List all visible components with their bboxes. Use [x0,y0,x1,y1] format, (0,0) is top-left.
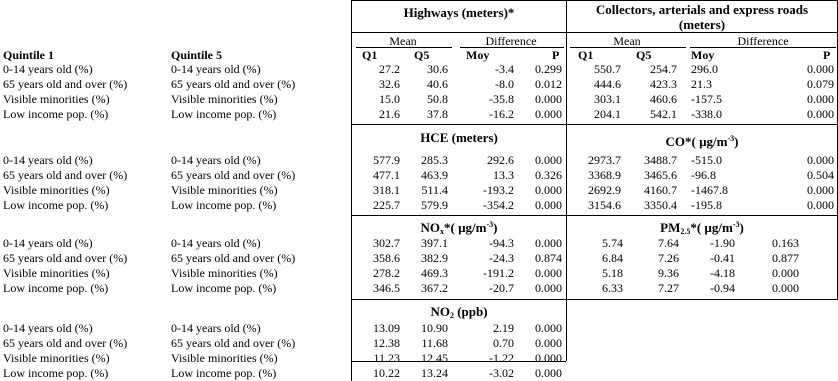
highways-p-cell: 0.000 [535,107,562,121]
row-label-q1: Low income pop. (%) [3,366,109,380]
collectors-q1-cell: 204.1 [594,107,621,121]
no2-p-cell: 0.000 [535,351,562,365]
hce-moy-cell: 13.3 [493,168,514,182]
co-p-cell: 0.000 [807,183,834,197]
pm25-q5-cell: 7.26 [658,251,679,265]
co-q5-cell: 3488.7 [644,153,677,167]
no2-q1-cell: 13.09 [373,321,400,335]
co-title-main: CO*( µg/m [665,134,728,149]
pm25-title-sup: -3 [732,220,740,229]
nox-moy-cell: -20.7 [489,281,514,295]
no2-q1-cell: 11.23 [373,351,400,365]
hce-p-cell: 0.000 [535,183,562,197]
hce-moy-cell: 292.6 [487,153,514,167]
nox-q5-cell: 367.2 [421,281,448,295]
nox-title-mid: *( µg/m [443,220,487,235]
collectors-title-line1: Collectors, arterials and express roads [595,2,809,17]
collectors-q5-cell: 460.6 [650,92,677,106]
highways-title: Highways (meters)* [403,5,515,20]
highways-moy-header: Moy [466,48,490,62]
no2-title [352,305,566,319]
nox-q1-cell: 302.7 [373,236,400,250]
quintile5-header: Quintile 5 [171,48,223,62]
no2-q5-cell: 11.68 [421,336,448,350]
co-moy-cell: -515.0 [691,153,722,167]
row-label-q5: 0-14 years old (%) [171,153,261,167]
nox-title-sub: x [439,227,444,236]
nox-q5-cell: 469.3 [421,266,448,280]
highways-mean-label: Mean [389,34,417,48]
quintile1-header: Quintile 1 [3,48,55,62]
pm25-p-cell: 0.000 [772,266,799,280]
collectors-q5-cell: 254.7 [650,62,677,76]
no2-q5-cell: 12.45 [421,351,448,365]
co-q1-cell: 3368.9 [588,168,621,182]
row-label-q5: 65 years old and over (%) [171,251,296,265]
hce-q1-cell: 577.9 [373,153,400,167]
row-label-q1: 0-14 years old (%) [3,321,93,335]
collectors-q1-header: Q1 [578,48,594,62]
collectors-moy-cell: -157.5 [691,92,722,106]
pm25-q5-cell: 9.36 [658,266,679,280]
collectors-moy-cell: 21.3 [691,77,712,91]
pm25-p-cell: 0.163 [772,236,799,250]
top-rule [351,0,838,1]
co-moy-cell: -1467.8 [691,183,728,197]
co-title [567,135,837,149]
collectors-q1-cell: 303.1 [594,92,621,106]
collectors-p-cell: 0.000 [807,92,834,106]
rule-before-nox [351,215,838,216]
no2-q1-cell: 10.22 [373,366,400,380]
hce-p-cell: 0.000 [535,153,562,167]
highways-p-cell: 0.012 [535,77,562,91]
hce-q5-cell: 285.3 [421,153,448,167]
nox-title [352,221,566,235]
collectors-q5-cell: 542.1 [650,107,677,121]
row-label-q1: 65 years old and over (%) [3,77,128,91]
nox-p-cell: 0.000 [535,281,562,295]
highways-moy-cell: -8.0 [495,77,514,91]
collectors-p-cell: 0.079 [807,77,834,91]
highways-p-cell: 0.299 [535,62,562,76]
highways-moy-cell: -35.8 [489,92,514,106]
row-label-q5: Low income pop. (%) [171,107,277,121]
pm25-title-sub: 2.5 [680,227,691,236]
pm25-p-cell: 0.000 [772,281,799,295]
no2-p-cell: 0.000 [535,336,562,350]
highways-moy-cell: -3.4 [495,62,514,76]
no2-q1-cell: 12.38 [373,336,400,350]
hce-q1-cell: 477.1 [373,168,400,182]
highways-q1-cell: 21.6 [379,107,400,121]
no2-moy-cell: 0.70 [493,336,514,350]
row-label-q5: Visible minorities (%) [171,92,278,106]
nox-p-cell: 0.874 [535,251,562,265]
no2-title-end: (ppb) [453,304,488,319]
rule-before-hce [351,124,838,125]
row-label-q1: 0-14 years old (%) [3,62,93,76]
co-q5-cell: 3350.4 [644,198,677,212]
pm25-moy-cell: -4.18 [710,266,735,280]
row-label-q1: Visible minorities (%) [3,92,110,106]
hce-q5-cell: 579.9 [421,198,448,212]
highways-moy-cell: -16.2 [489,107,514,121]
row-label-q1: Visible minorities (%) [3,266,110,280]
row-label-q1: Low income pop. (%) [3,281,109,295]
pm25-title-main: PM [660,220,681,235]
collectors-moy-header: Moy [691,48,715,62]
collectors-moy-cell: 296.0 [691,62,718,76]
collectors-q1-cell: 550.7 [594,62,621,76]
row-label-q5: Visible minorities (%) [171,351,278,365]
highways-q5-cell: 30.6 [427,62,448,76]
collectors-title-line2: (meters) [678,17,726,32]
no2-q5-cell: 10.90 [421,321,448,335]
collectors-p-cell: 0.000 [807,107,834,121]
no2-title-main: NO [430,304,450,319]
row-label-q1: 0-14 years old (%) [3,153,93,167]
no2-p-cell: 0.000 [535,321,562,335]
highways-difference-label: Difference [485,34,537,48]
pm25-q5-cell: 7.64 [658,236,679,250]
no2-moy-cell: -3.02 [489,366,514,380]
no2-p-cell: 0.000 [535,366,562,380]
highways-q5-cell: 50.8 [427,92,448,106]
co-title-end: ) [734,134,739,149]
row-label-q1: Low income pop. (%) [3,198,109,212]
co-moy-cell: -96.8 [691,168,716,182]
nox-moy-cell: -24.3 [489,251,514,265]
nox-p-cell: 0.000 [535,266,562,280]
row-label-q5: 0-14 years old (%) [171,236,261,250]
hce-moy-cell: -193.2 [483,183,514,197]
hce-q5-cell: 511.4 [421,183,448,197]
highways-q1-cell: 27.2 [379,62,400,76]
no2-q5-cell: 13.24 [421,366,448,380]
highways-q1-cell: 32.6 [379,77,400,91]
hce-moy-cell: -354.2 [483,198,514,212]
pm25-title-mid: *( µg/m [690,220,733,235]
nox-moy-cell: -94.3 [489,236,514,250]
nox-q1-cell: 358.6 [373,251,400,265]
rule-before-no2 [351,299,838,300]
highways-q5-header: Q5 [414,48,430,62]
highways-q5-cell: 40.6 [427,77,448,91]
hce-q1-cell: 225.7 [373,198,400,212]
co-q5-cell: 4160.7 [644,183,677,197]
nox-p-cell: 0.000 [535,236,562,250]
nox-q1-cell: 278.2 [373,266,400,280]
row-label-q1: Low income pop. (%) [3,107,109,121]
pm25-moy-cell: -0.41 [710,251,735,265]
collectors-p-header: P [823,48,831,62]
collectors-q5-header: Q5 [636,48,652,62]
pm25-q1-cell: 5.74 [602,236,623,250]
co-q1-cell: 2692.9 [588,183,621,197]
row-label-q5: 65 years old and over (%) [171,336,296,350]
pm25-moy-cell: -0.94 [710,281,735,295]
row-label-q1: 0-14 years old (%) [3,236,93,250]
row-label-q5: Low income pop. (%) [171,281,277,295]
pm25-moy-cell: -1.90 [710,236,735,250]
row-label-q1: Visible minorities (%) [3,183,110,197]
collectors-mean-label: Mean [613,34,641,48]
hce-p-cell: 0.326 [535,168,562,182]
co-moy-cell: -195.8 [691,198,722,212]
no2-moy-cell: -1.22 [489,351,514,365]
no2-title-sub: 2 [449,311,454,320]
co-p-cell: 0.000 [807,198,834,212]
co-q1-cell: 2973.7 [588,153,621,167]
nox-q1-cell: 346.5 [373,281,400,295]
row-label-q1: 65 years old and over (%) [3,251,128,265]
nox-title-end: ) [493,220,498,235]
co-p-cell: 0.504 [807,168,834,182]
pm25-q1-cell: 5.18 [602,266,623,280]
nox-q5-cell: 397.1 [421,236,448,250]
row-label-q5: Low income pop. (%) [171,198,277,212]
hce-p-cell: 0.000 [535,198,562,212]
collectors-p-cell: 0.000 [807,62,834,76]
subheader-rule [351,32,838,33]
pm25-q1-cell: 6.33 [602,281,623,295]
row-label-q1: 65 years old and over (%) [3,336,128,350]
co-p-cell: 0.000 [807,153,834,167]
hce-q5-cell: 463.9 [421,168,448,182]
highways-q1-header: Q1 [362,48,378,62]
nox-moy-cell: -191.2 [483,266,514,280]
pm25-q5-cell: 7.27 [658,281,679,295]
collectors-q5-cell: 423.3 [650,77,677,91]
pm25-title-end: ) [739,220,744,235]
nox-title-main: NO [420,220,440,235]
hce-title: HCE (meters) [420,130,498,145]
row-label-q5: 0-14 years old (%) [171,62,261,76]
row-label-q5: 0-14 years old (%) [171,321,261,335]
collectors-moy-cell: -338.0 [691,107,722,121]
collectors-difference-label: Difference [737,34,789,48]
row-label-q1: Visible minorities (%) [3,351,110,365]
co-title-sup: -3 [727,134,735,143]
row-label-q1: 65 years old and over (%) [3,168,128,182]
pm25-p-cell: 0.877 [772,251,799,265]
hce-q1-cell: 318.1 [373,183,400,197]
row-label-q5: 65 years old and over (%) [171,168,296,182]
co-q5-cell: 3465.6 [644,168,677,182]
highways-q5-cell: 37.8 [427,107,448,121]
pm25-q1-cell: 6.84 [602,251,623,265]
pm25-title [567,221,837,235]
highways-q1-cell: 15.0 [379,92,400,106]
row-label-q5: Visible minorities (%) [171,183,278,197]
no2-moy-cell: 2.19 [493,321,514,335]
highways-p-cell: 0.000 [535,92,562,106]
nox-title-sup: -3 [486,220,494,229]
co-q1-cell: 3154.6 [588,198,621,212]
highways-p-header: P [552,48,560,62]
nox-q5-cell: 382.9 [421,251,448,265]
row-label-q5: 65 years old and over (%) [171,77,296,91]
collectors-q1-cell: 444.6 [594,77,621,91]
row-label-q5: Low income pop. (%) [171,366,277,380]
row-label-q5: Visible minorities (%) [171,266,278,280]
